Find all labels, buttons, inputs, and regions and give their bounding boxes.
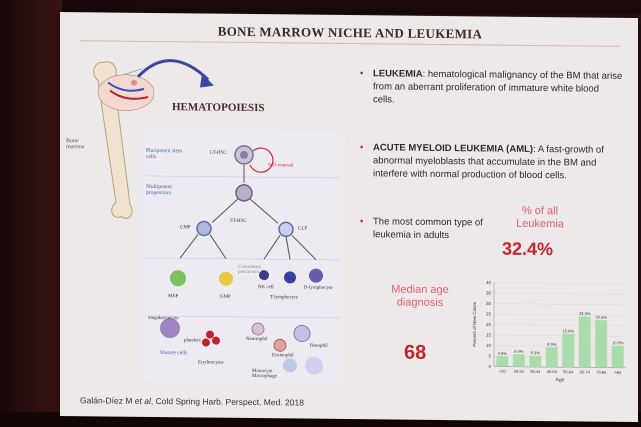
y-tick-label: 5: [488, 353, 491, 359]
erythrocytes-label: Erythrocytes: [198, 360, 224, 366]
age-distribution-chart: [470, 274, 630, 386]
bullet-dot-icon: •: [360, 216, 364, 228]
basophil-label: Basophil: [310, 343, 328, 349]
median-heading: Median age diagnosis: [391, 283, 449, 310]
bar-value-label: 10.5%: [612, 340, 624, 346]
y-tick-label: 40: [485, 279, 491, 286]
bar-value-label: 4.9%: [497, 350, 507, 356]
clp-label: CLP: [298, 226, 308, 232]
bar-value-label: 24.3%: [579, 310, 591, 317]
x-tick-label: 35-44: [530, 368, 541, 375]
bar-value-label: 6.0%: [514, 348, 524, 354]
bar: [562, 334, 574, 368]
y-tick-label: 35: [485, 290, 491, 296]
gridline: [494, 293, 626, 294]
y-tick-label: 0: [488, 363, 491, 370]
committed-label: Committed precursors: [238, 264, 261, 276]
bullet-aml-term: ACUTE MYELOID LEUKEMIA (AML): [373, 142, 534, 155]
st-hsc-label: ST-HSC: [230, 218, 247, 224]
platelets-label: platelets: [184, 338, 201, 344]
lt-hsc-label: LT-HSC: [210, 150, 227, 156]
y-tick-label: 15: [485, 332, 491, 338]
bar: [612, 346, 624, 368]
bullet-leukemia-text: : hematological malignancy of the BM that arise from an aberrant proliferation of immature white blood cells.: [373, 68, 623, 106]
bullet-dot-icon: •: [360, 68, 364, 80]
pluripotent-label: Pluripotent stem cells: [146, 147, 183, 161]
median-value: 68: [404, 341, 427, 364]
nk-cell-label: NK cell: [258, 285, 274, 291]
slide-title: BONE MARROW NICHE AND LEUKEMIA: [217, 23, 483, 42]
gmp-label: GMP: [220, 294, 231, 300]
y-axis-title: Percent of New Cases: [472, 301, 477, 347]
mep-label: MEP: [168, 294, 179, 300]
x-tick-label: <20: [498, 368, 506, 374]
x-tick-label: 65-74: [579, 369, 590, 375]
citation-et-al: et al: [134, 395, 151, 406]
hematopoiesis-diagram: [140, 128, 345, 385]
bar: [529, 356, 541, 367]
bullet-dot-icon: •: [360, 142, 364, 154]
bone-marrow-label: Bone marrow: [66, 138, 85, 151]
x-tick-label: >84: [614, 369, 622, 375]
percent-heading: % of all Leukemia: [516, 204, 564, 231]
bar: [595, 320, 607, 368]
title-divider: [80, 40, 620, 47]
curved-arrow-icon: [130, 49, 220, 100]
bar-value-label: 22.6%: [595, 314, 607, 320]
mature-cells-label: Mature cells: [160, 350, 188, 357]
bullet-most-common-text: The most common type of leukemia in adults: [373, 216, 483, 242]
bar-value-label: 5.3%: [530, 350, 540, 356]
y-tick-label: 20: [485, 321, 491, 328]
presentation-slide: [60, 12, 638, 422]
bar-value-label: 9.5%: [547, 341, 557, 347]
hematopoiesis-title: HEMATOPOIESIS: [172, 101, 265, 115]
bar: [579, 316, 591, 367]
bar: [513, 354, 525, 367]
bar-value-label: 15.9%: [562, 328, 574, 334]
bar: [546, 347, 558, 367]
x-tick-label: 20-34: [513, 368, 524, 374]
self-renewal-label: Self-renewal: [268, 163, 294, 169]
t-lymphocyte-label: T-lymphocyte: [270, 295, 298, 301]
x-tick-label: 75-84: [596, 369, 607, 375]
monocyte-label: Monocyte Macrophage: [252, 369, 277, 380]
bullet-aml-text: : A fast-growth of abnormal myeloblasts that accumulate in the BM and interfere with normal production of blood cells.: [373, 143, 604, 182]
gridline: [494, 283, 626, 284]
gridline: [494, 304, 626, 305]
citation: [80, 395, 304, 407]
bar: [496, 356, 508, 366]
cmp-label: CMP: [180, 225, 191, 231]
bullet-most-common: [360, 215, 485, 242]
x-axis-title: Age: [555, 377, 565, 384]
citation-journal: , Cold Spring Harb. Perspect. Med. 2018: [150, 395, 304, 408]
eosinophil-label: Eosinophil: [272, 353, 294, 359]
multipotent-label: Multipotent progenitors: [146, 183, 172, 197]
x-tick-label: 55-64: [563, 369, 574, 375]
bullet-aml: [360, 141, 625, 183]
citation-authors: Galán-Díez M: [80, 395, 135, 406]
megakaryocyte-label: megakaryocyte: [148, 315, 179, 322]
percent-value: 32.4%: [502, 238, 554, 260]
x-tick-label: 45-54: [546, 369, 557, 375]
b-lymphocyte-label: B-lymphocyte: [304, 285, 333, 291]
room-background-left: [0, 0, 62, 427]
y-tick-label: 10: [485, 342, 491, 349]
y-tick-label: 30: [485, 300, 491, 307]
bullet-leukemia: [360, 67, 623, 109]
y-tick-label: 25: [485, 311, 491, 317]
neutrophil-label: Neutrophil: [246, 336, 268, 343]
bullet-leukemia-term: LEUKEMIA: [373, 68, 423, 80]
